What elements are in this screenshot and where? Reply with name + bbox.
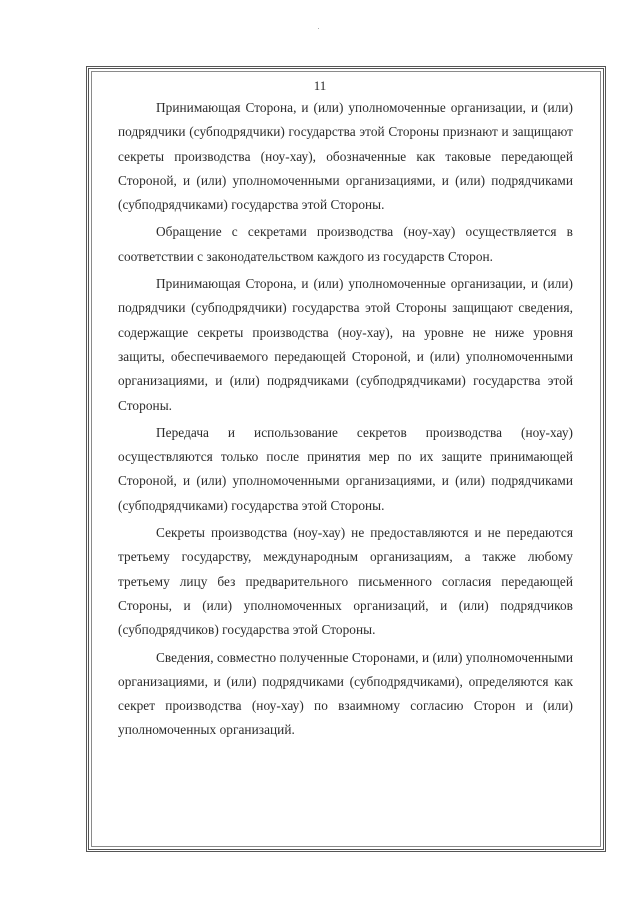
paragraph-no-third-party-transfer: Секреты производства (ноу-хау) не предоставляются и не передаются третьему государству, международным организациям, а также любому третьему лицу без предварительного письменного согласия передающей Стороны, и (или) уполномоченных организаций, и (или) подрядчиков (субподрядчиков) государства этой Стороны. bbox=[118, 525, 573, 638]
paragraph-receiving-party-protection: Принимающая Сторона, и (или) уполномоченные организации, и (или) подрядчики (субподрядчики) государства этой Стороны признают и защищают секреты производства (ноу-хау), обозначенные как таковые передающей Стороной, и (или) уполномоченными организациями, и (или) подрядчиками (субподрядчиками) государства этой Стороны. bbox=[118, 100, 573, 213]
page-number: 11 bbox=[313, 78, 327, 93]
paragraph-handling-per-legislation: Обращение с секретами производства (ноу-хау) осуществляется в соответствии с законодательством каждого из государств Сторон. bbox=[118, 224, 573, 264]
paragraph-protection-level: Принимающая Сторона, и (или) уполномоченные организации, и (или) подрядчики (субподрядчики) государства этой Стороны защищают сведения, содержащие секреты производства (ноу-хау), на уровне не ниже уровня защиты, обеспечиваемого передающей Стороной, и (или) уполномоченными организациями, и (или) подрядчиками (субподрядчиками) государства этой Стороны. bbox=[118, 276, 573, 413]
scan-speck bbox=[318, 28, 319, 29]
paragraph-transfer-after-measures: Передача и использование секретов производства (ноу-хау) осуществляются только после принятия мер по их защите принимающей Стороной, и (или) уполномоченными организациями, и (или) подрядчиками (субподрядчиками) государства этой Стороны. bbox=[118, 424, 573, 513]
paragraph-jointly-obtained-info: Сведения, совместно полученные Сторонами, и (или) уполномоченными организациями, и (или) подрядчиками (субподрядчиками), определяются как секрет производства (ноу-хау) по взаимному согласию Сторон и (или) уполномоченных организаций. bbox=[118, 649, 573, 738]
document-body bbox=[118, 96, 573, 746]
